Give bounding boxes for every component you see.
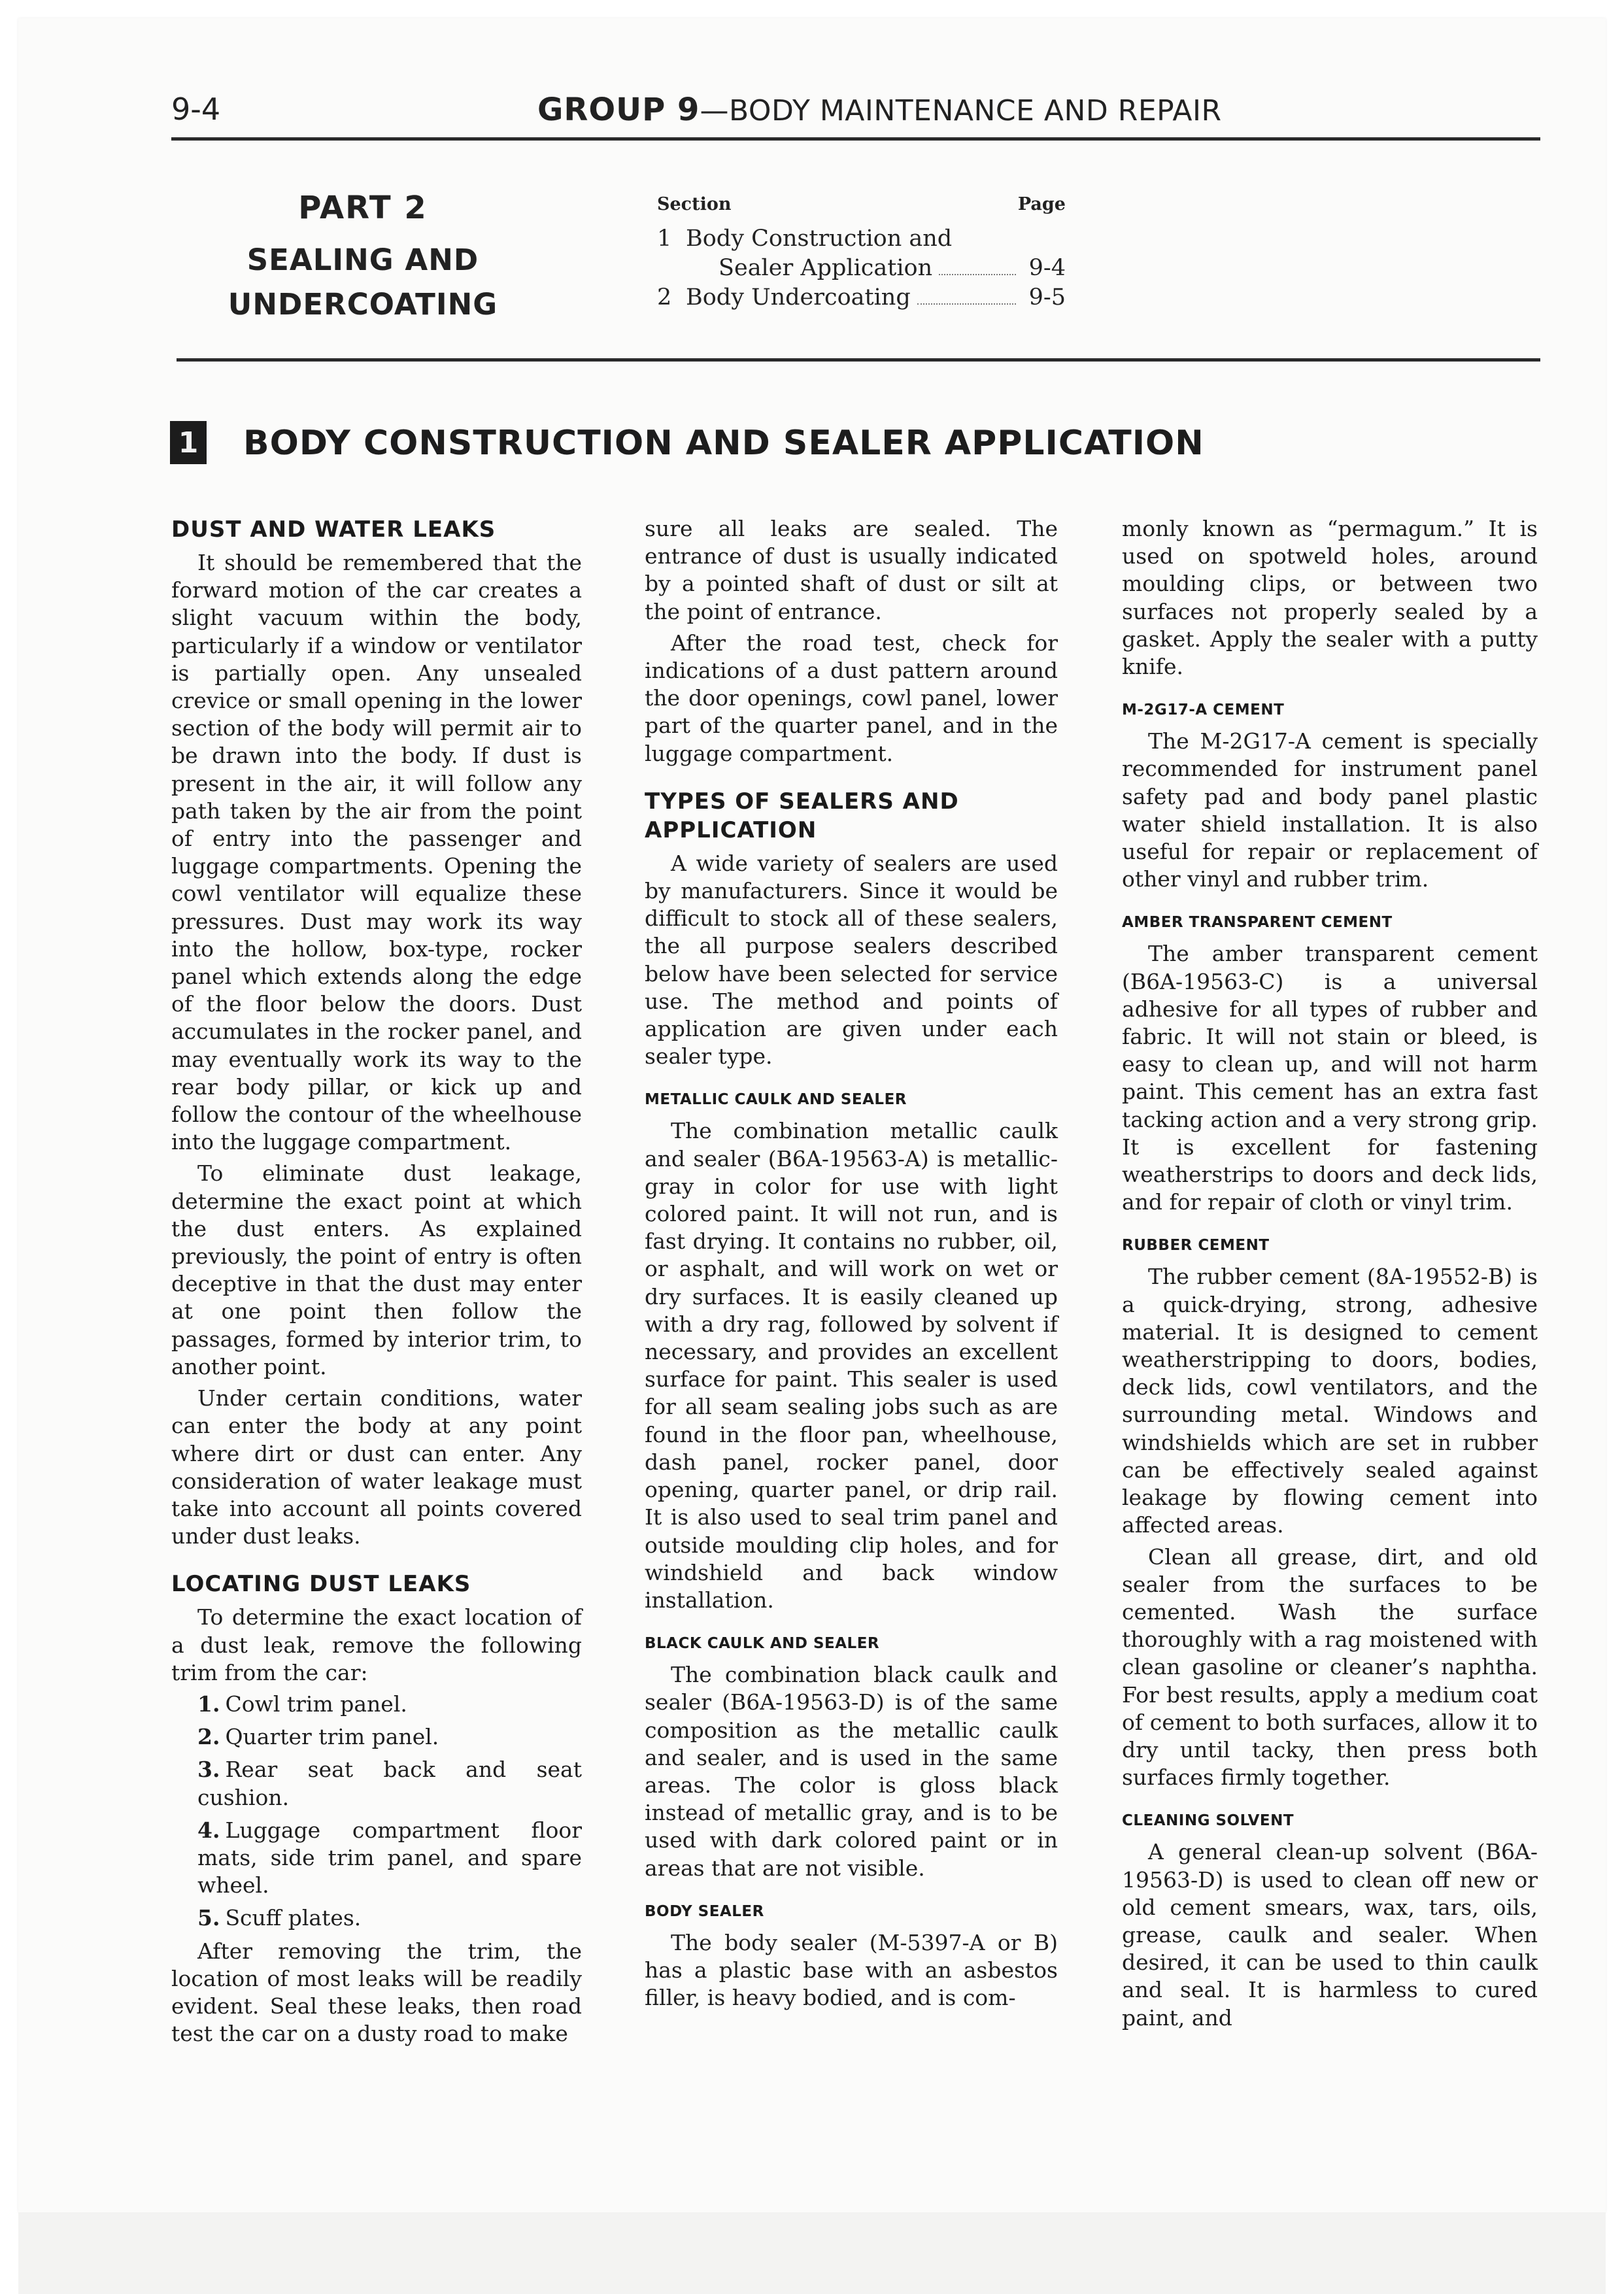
paragraph: The amber transparent cement (B6A-19563-C) is a universal adhesive for all types of rubber and fabric. It will not stain or bleed, is easy to clean up, and will not harm paint. This cement has an extra fast tacking action and a very strong grip. It is excellent for fastening weatherstrips to doors and deck lids, and for repair of cloth or vinyl trim. (1122, 941, 1538, 1215)
toc-entry-page: 9-5 (1028, 284, 1066, 311)
list-item (171, 1723, 582, 1751)
trim-removal-list (171, 1691, 582, 1932)
paragraph: After the road test, check for indications of a dust pattern around the door openings, cowl panel, lower part of the quarter panel, and in the luggage compartment. (645, 630, 1058, 766)
header-rule (171, 137, 1540, 141)
toc-leader-dots (917, 303, 1016, 305)
subheading-m2g17-cement: M-2G17-A CEMENT (1122, 701, 1285, 719)
paragraph: sure all leaks are sealed. The entrance of dust is usually indicated by a pointed shaft of dust or silt at the point of entrance. (645, 516, 1058, 624)
group-label: GROUP 9 (537, 92, 700, 128)
section-title: BODY CONSTRUCTION AND SEALER APPLICATION (243, 424, 1204, 463)
toc-entry-title: Body Construction and (686, 226, 953, 252)
heading-types-of-sealers: TYPES OF SEALERS AND APPLICATION (645, 788, 959, 843)
subheading-cleaning-solvent: CLEANING SOLVENT (1122, 1812, 1294, 1830)
subheading-black-caulk: BLACK CAULK AND SEALER (645, 1635, 880, 1653)
toc-page-header: Page (1017, 194, 1066, 214)
toc-entry-number: 1 (657, 226, 672, 252)
toc-entry-title-line2: Sealer Application (719, 255, 933, 281)
subheading-amber-cement: AMBER TRANSPARENT CEMENT (1122, 914, 1393, 932)
paragraph: The body sealer (M-5397-A or B) has a plastic base with an asbestos filler, is heavy bodied, and is com- (645, 1929, 1058, 2011)
text-column-3 (1122, 515, 1538, 2036)
list-item-text: Rear seat back and seat cushion. (197, 1757, 582, 1810)
list-item (171, 1817, 582, 1900)
list-item-number: 1. (197, 1691, 220, 1717)
paragraph: The combination metallic caulk and sealer (B6A-19563-A) is metallic-gray in color for use with light colored paint. It will not run, and is fast drying. It contains no rubber, oil, or asphalt, and will work on wet or dry surfaces. It is easily cleaned up with a dry rag, followed by solvent if necessary, and provides an excellent surface for paint. This sealer is used for all seam sealing jobs such as are found in the floor pan, wheelhouse, dash panel, rocker panel, door opening, quarter panel, or drip rail. It is also used to seal trim panel and outside moulding clip holes, and for windshield and back window installation. (645, 1118, 1058, 1613)
section-rule (177, 358, 1540, 362)
paragraph: Clean all grease, dirt, and old sealer from the surfaces to be cemented. Wash the surface thoroughly with a rag moistened with clean gasoline or cleaner’s naphtha. For best results, apply a medium coat of cement to both surfaces, allow it to dry until tacky, then press both surfaces firmly together. (1122, 1543, 1538, 1791)
section-number-badge: 1 (170, 421, 207, 464)
paragraph: A general clean-up solvent (B6A-19563-D) is used to clean off new or old cement smears, wax, tars, oils, grease, caulk and sealer. When desired, it can be used to thin caulk and seal. It is harmless to cured paint, and (1122, 1839, 1538, 2031)
paragraph: monly known as “permagum.” It is used on spotweld holes, around moulding clips, or between two surfaces not properly sealed by a gasket. Apply the sealer with a putty knife. (1122, 516, 1538, 680)
paragraph: The rubber cement (8A-19552-B) is a quick-drying, strong, adhesive material. It is designed to cement weatherstripping to doors, bodies, deck lids, cowl ventilators, and the surrounding metal. Windows and windshields which are set in rubber can be effectively sealed against leakage by flowing cement into affected areas. (1122, 1264, 1538, 1538)
heading-dust-and-water-leaks: DUST AND WATER LEAKS (171, 516, 496, 543)
list-item-text: Luggage compartment floor mats, side trim panel, and spare wheel. (197, 1817, 582, 1898)
page-number: 9-4 (171, 92, 221, 127)
paragraph: The M-2G17-A cement is specially recommended for instrument panel safety pad and body panel plastic water shield installation. It is also useful for repair or replacement of other vinyl and rubber trim. (1122, 728, 1538, 892)
list-item (171, 1904, 582, 1932)
toc-entry-continuation (657, 254, 1066, 283)
subheading-rubber-cement: RUBBER CEMENT (1122, 1237, 1270, 1255)
paragraph: To determine the exact location of a dust leak, remove the following trim from the car: (171, 1604, 582, 1685)
list-item-number: 4. (197, 1817, 220, 1843)
toc-section-header: Section (657, 194, 732, 214)
subheading-body-sealer: BODY SEALER (645, 1902, 764, 1920)
toc-header (657, 190, 1066, 219)
paragraph: To eliminate dust leakage, determine the exact point at which the dust enters. As explained previously, the point of entry is often deceptive in that the dust may enter at one point then follow the passages, formed by interior trim, to another point. (171, 1160, 582, 1379)
text-column-1 (171, 515, 582, 2051)
paragraph: Under certain conditions, water can enter the body at any point where dirt or dust can enter. Any consideration of water leakage must take into account all points covered under dust leaks. (171, 1385, 582, 1549)
paragraph: It should be remembered that the forward motion of the car creates a slight vacuum within the body, particularly if a window or ventilator is partially open. Any unsealed crevice or small opening in the lower section of the body will permit air to be drawn into the body. If dust is present in the air, it will follow any path taken by the air from the point of entry into the passenger and luggage compartments. Opening the cowl ventilator will equalize these pressures. Dust may work its way into the hollow, box-type, rocker panel which extends along the edge of the floor below the doors. Dust accumulates in the rocker panel, and may eventually work its way to the rear body pillar, or kick up and follow the contour of the wheelhouse into the luggage compartment. (171, 550, 582, 1155)
list-item-number: 3. (197, 1757, 220, 1783)
page-bottom-margin (18, 2212, 1606, 2294)
list-item-number: 2. (197, 1724, 220, 1750)
group-title: —BODY MAINTENANCE AND REPAIR (700, 94, 1222, 127)
part-label: PART 2 (298, 190, 428, 226)
paragraph: After removing the trim, the location of most leaks will be readily evident. Seal these leaks, then road test the car on a dusty road to make (171, 1938, 582, 2047)
part-heading (209, 190, 516, 327)
toc-leader-dots (939, 274, 1016, 275)
list-item-text: Scuff plates. (225, 1905, 362, 1931)
heading-locating-dust-leaks: LOCATING DUST LEAKS (171, 1571, 471, 1598)
toc-entry (657, 224, 1066, 254)
list-item-text: Quarter trim panel. (225, 1724, 439, 1750)
running-header (537, 92, 1222, 128)
toc-entry-number: 2 (657, 284, 672, 311)
toc-entry-page: 9-4 (1028, 255, 1066, 281)
table-of-contents (657, 190, 1066, 312)
part-title-line1: SEALING AND (246, 243, 479, 277)
paragraph: The combination black caulk and sealer (B6A-19563-D) is of the same composition as the metallic caulk and sealer, and is used in the same areas. The color is gloss black instead of metallic gray, and is to be used with dark colored paint or in areas that are not visible. (645, 1662, 1058, 1881)
toc-entry (657, 283, 1066, 312)
paragraph: A wide variety of sealers are used by manufacturers. Since it would be difficult to stock all of these sealers, the all purpose sealers described below have been selected for service use. The method and points of application are given under each sealer type. (645, 850, 1058, 1070)
text-column-2 (645, 515, 1058, 2016)
toc-entry-title: Body Undercoating (686, 284, 911, 311)
list-item-text: Cowl trim panel. (225, 1691, 407, 1717)
part-title-line2: UNDERCOATING (228, 287, 498, 322)
list-item (171, 1756, 582, 1811)
subheading-metallic-caulk: METALLIC CAULK AND SEALER (645, 1091, 907, 1109)
list-item (171, 1691, 582, 1718)
list-item-number: 5. (197, 1905, 220, 1931)
